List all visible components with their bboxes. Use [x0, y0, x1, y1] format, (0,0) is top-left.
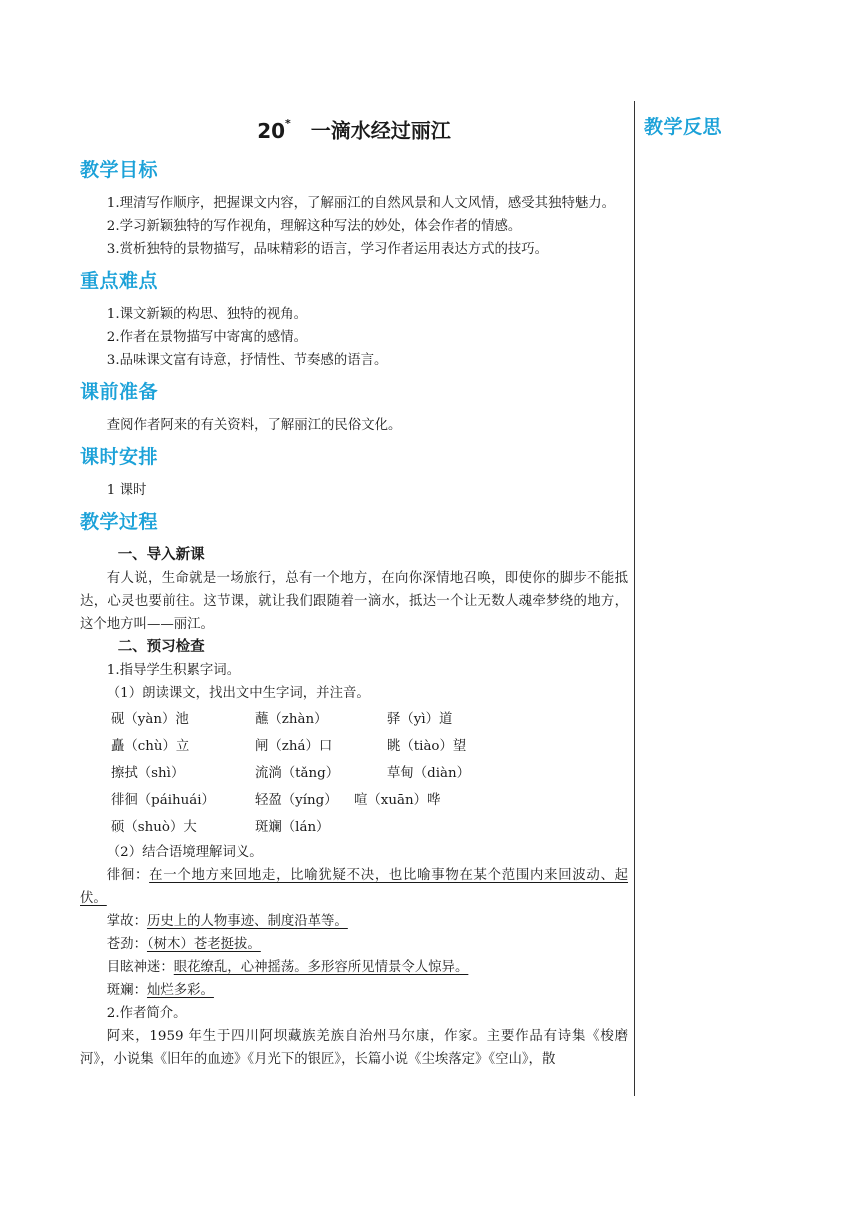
vocabulary-word: 驿（yì）道 [387, 712, 453, 727]
lesson-plan-body [80, 112, 628, 1071]
step-label: 2.作者简介。 [106, 1006, 187, 1021]
vocabulary-word: 矗（chù）立 [111, 739, 190, 754]
definition-meaning: （树木）苍老挺拔。 [146, 937, 261, 952]
section-heading-goals: 教学目标 [80, 159, 159, 181]
vocabulary-word: 蘸（zhàn） [255, 712, 328, 727]
goal-item: 3.赏析独特的景物描写，品味精彩的语言，学习作者运用表达方式的技巧。 [106, 242, 549, 257]
vocabulary-word: 闸（zhá）口 [255, 739, 333, 754]
section-heading-schedule: 课时安排 [80, 446, 159, 468]
definition-meaning: 眼花缭乱，心神摇荡。多形容所见情景令人惊异。 [173, 960, 469, 975]
process-part-title: 二、预习检查 [117, 639, 205, 655]
definition-item [80, 864, 628, 910]
key-point-item: 1.课文新颖的构思、独特的视角。 [106, 307, 308, 322]
author-paragraph: 阿来，1959 年生于四川阿坝藏族羌族自治州马尔康，作家。主要作品有诗集《梭磨河》，小说集《旧年的血迹》《月光下的银匠》，长篇小说《尘埃落定》《空山》，散 [80, 1029, 628, 1067]
lesson-number: 20* [257, 117, 291, 143]
schedule-text: 1 课时 [106, 483, 147, 498]
definition-term: 苍劲： [106, 937, 147, 952]
vocabulary-grid [111, 706, 628, 841]
definition-item [80, 956, 628, 979]
vocabulary-row [111, 814, 628, 841]
process-part-title: 一、导入新课 [117, 547, 205, 563]
section-heading-prep: 课前准备 [80, 381, 159, 403]
definition-item [80, 933, 628, 956]
definition-term: 斑斓： [106, 983, 147, 998]
column-divider [634, 101, 635, 1096]
vocabulary-row [111, 733, 628, 760]
section-heading-key-points: 重点难点 [80, 270, 159, 292]
definition-term: 徘徊： [106, 868, 150, 883]
vocabulary-row [111, 787, 628, 814]
vocabulary-word: 徘徊（páihuái） [111, 793, 215, 808]
vocabulary-word: 斑斓（lán） [255, 820, 330, 835]
vocabulary-word: 草甸（diàn） [387, 766, 471, 781]
goal-item: 2.学习新颖独特的写作视角，理解这种写法的妙处，体会作者的情感。 [106, 219, 522, 234]
reflection-heading: 教学反思 [644, 116, 723, 138]
goal-item: 1.理清写作顺序，把握课文内容，了解丽江的自然风景和人文风情，感受其独特魅力。 [106, 196, 616, 211]
section-heading-process: 教学过程 [80, 511, 159, 533]
definition-item [80, 979, 628, 1002]
step-label: （2）结合语境理解词义。 [106, 845, 263, 860]
step-label: 1.指导学生积累字词。 [106, 663, 241, 678]
lesson-title [80, 112, 628, 142]
vocabulary-word: 擦拭（shì） [111, 766, 185, 781]
vocabulary-word: 喧（xuān）哗 [354, 793, 441, 808]
vocabulary-row [111, 706, 628, 733]
intro-paragraph: 有人说，生命就是一场旅行，总有一个地方，在向你深情地召唤，即使你的脚步不能抵达，心灵也要前往。这节课，就让我们跟随着一滴水，抵达一个让无数人魂牵梦绕的地方，这个地方叫——丽江。 [80, 571, 628, 632]
vocabulary-word: 眺（tiào）望 [387, 739, 467, 754]
definition-term: 目眩神迷： [106, 960, 174, 975]
vocabulary-word: 硕（shuò）大 [111, 820, 197, 835]
key-point-item: 3.品味课文富有诗意，抒情性、节奏感的语言。 [106, 353, 388, 368]
vocabulary-row [111, 760, 628, 787]
vocabulary-word: 流淌（tǎng） [255, 766, 340, 781]
definition-meaning: 在一个地方来回地走，比喻犹疑不决，也比喻事物在某个范围内来回波动、起伏。 [80, 868, 629, 906]
vocabulary-word: 轻盈（yíng） [255, 793, 338, 808]
definition-term: 掌故： [106, 914, 147, 929]
prep-text: 查阅作者阿来的有关资料，了解丽江的民俗文化。 [106, 418, 402, 433]
lesson-title-text: 一滴水经过丽江 [310, 118, 451, 143]
definition-meaning: 历史上的人物事迹、制度沿革等。 [146, 914, 348, 929]
key-point-item: 2.作者在景物描写中寄寓的感情。 [106, 330, 308, 345]
vocabulary-word: 砚（yàn）池 [111, 712, 189, 727]
step-label: （1）朗读课文，找出文中生字词，并注音。 [106, 686, 370, 701]
definition-meaning: 灿烂多彩。 [146, 983, 214, 998]
definition-item [80, 910, 628, 933]
